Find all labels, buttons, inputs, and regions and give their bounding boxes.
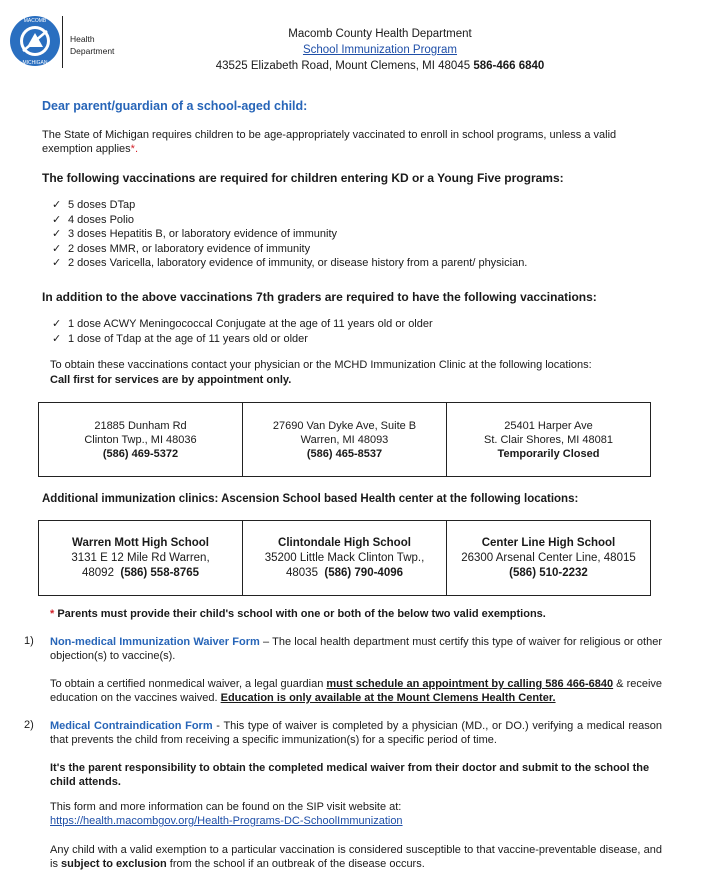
- intro-text: The State of Michigan requires children to be age-appropriately vaccinated to enroll in school programs, unless a valid exemption applies: [42, 129, 617, 155]
- obtain-text: To obtain these vaccinations contact your physician or the MCHD Immunization Clinic at the following locations:: [50, 359, 592, 371]
- item1-number: 1): [24, 635, 34, 647]
- list-item: ✓ 4 doses Polio: [52, 213, 135, 226]
- department-label: [70, 33, 114, 57]
- school-cell-clintondale: Clintondale High School 35200 Little Mack Clinton Twp., 48035 (586) 790-4096: [242, 521, 446, 595]
- nonmedical-waiver-link[interactable]: Non-medical Immunization Waiver Form: [50, 636, 260, 648]
- list-item: ✓ 5 doses DTap: [52, 199, 136, 211]
- clinic-cell-warren: 27690 Van Dyke Ave, Suite B Warren, MI 48093 (586) 465-8537: [242, 403, 446, 476]
- org-name: Macomb County Health Department: [288, 28, 472, 40]
- check-icon: ✓: [52, 199, 62, 211]
- intro-asterisk: *.: [130, 143, 139, 155]
- parent-responsibility-note: It's the parent responsibility to obtain the completed medical waiver from their doctor and submit to the school the child attends.: [50, 762, 650, 788]
- additional-clinics-heading: Additional immunization clinics: Ascension School based Health center at the following locations:: [42, 493, 579, 505]
- intro-paragraph: [42, 128, 667, 156]
- greeting: Dear parent/guardian of a school-aged child:: [42, 99, 308, 113]
- dept-line2: Department: [70, 46, 115, 56]
- svg-text:MICHIGAN: MICHIGAN: [22, 60, 48, 66]
- check-icon: ✓: [52, 318, 62, 330]
- grade7-heading: In addition to the above vaccinations 7th graders are required to have the following vaccinations:: [42, 290, 597, 304]
- check-icon: ✓: [52, 213, 62, 226]
- check-icon: ✓: [52, 242, 62, 255]
- item1-paragraph2: To obtain a certified nonmedical waiver, a legal guardian must schedule an appointment by calling 586 466-6840 & receive education on the vaccines waived. Education is only available at the Mount Clemens Health Center.: [50, 678, 663, 704]
- org-phone: 586-466 6840: [473, 60, 545, 72]
- org-address-line: [140, 58, 620, 74]
- item2-paragraph: Medical Contraindication Form - This type of waiver is completed by a physician (MD., or DO.) verifying a medical reason that prevents the child from receiving a specific immunization(s) for a specific period of time.: [50, 720, 662, 746]
- clinic-cell-st-clair-shores: 25401 Harper Ave St. Clair Shores, MI 48081 Temporarily Closed: [446, 403, 650, 476]
- list-item: ✓ 1 dose ACWY Meningococcal Conjugate at the age of 11 years old or older: [52, 318, 433, 330]
- exemption-asterisk: *: [50, 608, 55, 620]
- school-cell-warren-mott: Warren Mott High School 3131 E 12 Mile Rd Warren, 48092 (586) 558-8765: [71, 536, 210, 579]
- kd-vaccine-list: [52, 198, 652, 271]
- mchd-clinics-table: [38, 402, 651, 477]
- school-cell-center-line: Center Line High School 26300 Arsenal Center Line, 48015 (586) 510-2232: [446, 521, 650, 595]
- macomb-county-seal-logo: [8, 14, 62, 68]
- item2-number: 2): [24, 719, 34, 731]
- sip-website-link[interactable]: https://health.macombgov.org/Health-Programs-DC-SchoolImmunization: [50, 815, 403, 827]
- kd-heading: The following vaccinations are required for children entering KD or a Young Five programs:: [42, 171, 564, 185]
- dept-line1: Health: [70, 34, 95, 44]
- medical-contraindication-link[interactable]: Medical Contraindication Form: [50, 720, 213, 732]
- check-icon: ✓: [52, 257, 62, 269]
- sip-website-link-wrap: [50, 814, 403, 828]
- school-clinics-table: [38, 520, 651, 596]
- program-link-wrap: [140, 42, 620, 58]
- org-address: 43525 Elizabeth Road, Mount Clemens, MI 48045: [215, 60, 471, 72]
- check-icon: ✓: [52, 332, 62, 345]
- exclusion-paragraph: Any child with a valid exemption to a particular vaccination is considered susceptible to that vaccine-preventable disease, and is subject to exclusion from the school if an outbreak of the disease occurs.: [50, 844, 662, 870]
- list-item: ✓ 1 dose of Tdap at the age of 11 years old or older: [52, 332, 308, 345]
- call-first-note: Call first for services are by appointment only.: [50, 374, 292, 386]
- program-link[interactable]: School Immunization Program: [302, 44, 458, 56]
- exemption-note: * Parents must provide their child's school with one or both of the below two valid exemptions.: [50, 608, 546, 620]
- list-item: ✓ 2 doses Varicella, laboratory evidence of immunity, or disease history from a parent/ physician.: [52, 257, 528, 269]
- check-icon: ✓: [52, 228, 62, 240]
- header-divider: [62, 16, 63, 68]
- list-item: ✓ 3 doses Hepatitis B, or laboratory evidence of immunity: [52, 228, 338, 240]
- svg-text:MACOMB: MACOMB: [23, 18, 47, 24]
- clinic-cell-clinton: 21885 Dunham Rd Clinton Twp., MI 48036 (586) 469-5372: [84, 419, 197, 460]
- appointment-phone: must schedule an appointment by calling 586 466-6840: [326, 678, 614, 690]
- form-info-text: This form and more information can be found on the SIP visit website at:: [50, 801, 402, 813]
- list-item: ✓ 2 doses MMR, or laboratory evidence of immunity: [52, 242, 311, 255]
- grade7-vaccine-list: [52, 317, 652, 346]
- item1-paragraph: Non-medical Immunization Waiver Form – The local health department must certify this type of waiver for religious or other objection(s) to vaccine(s).: [50, 636, 662, 662]
